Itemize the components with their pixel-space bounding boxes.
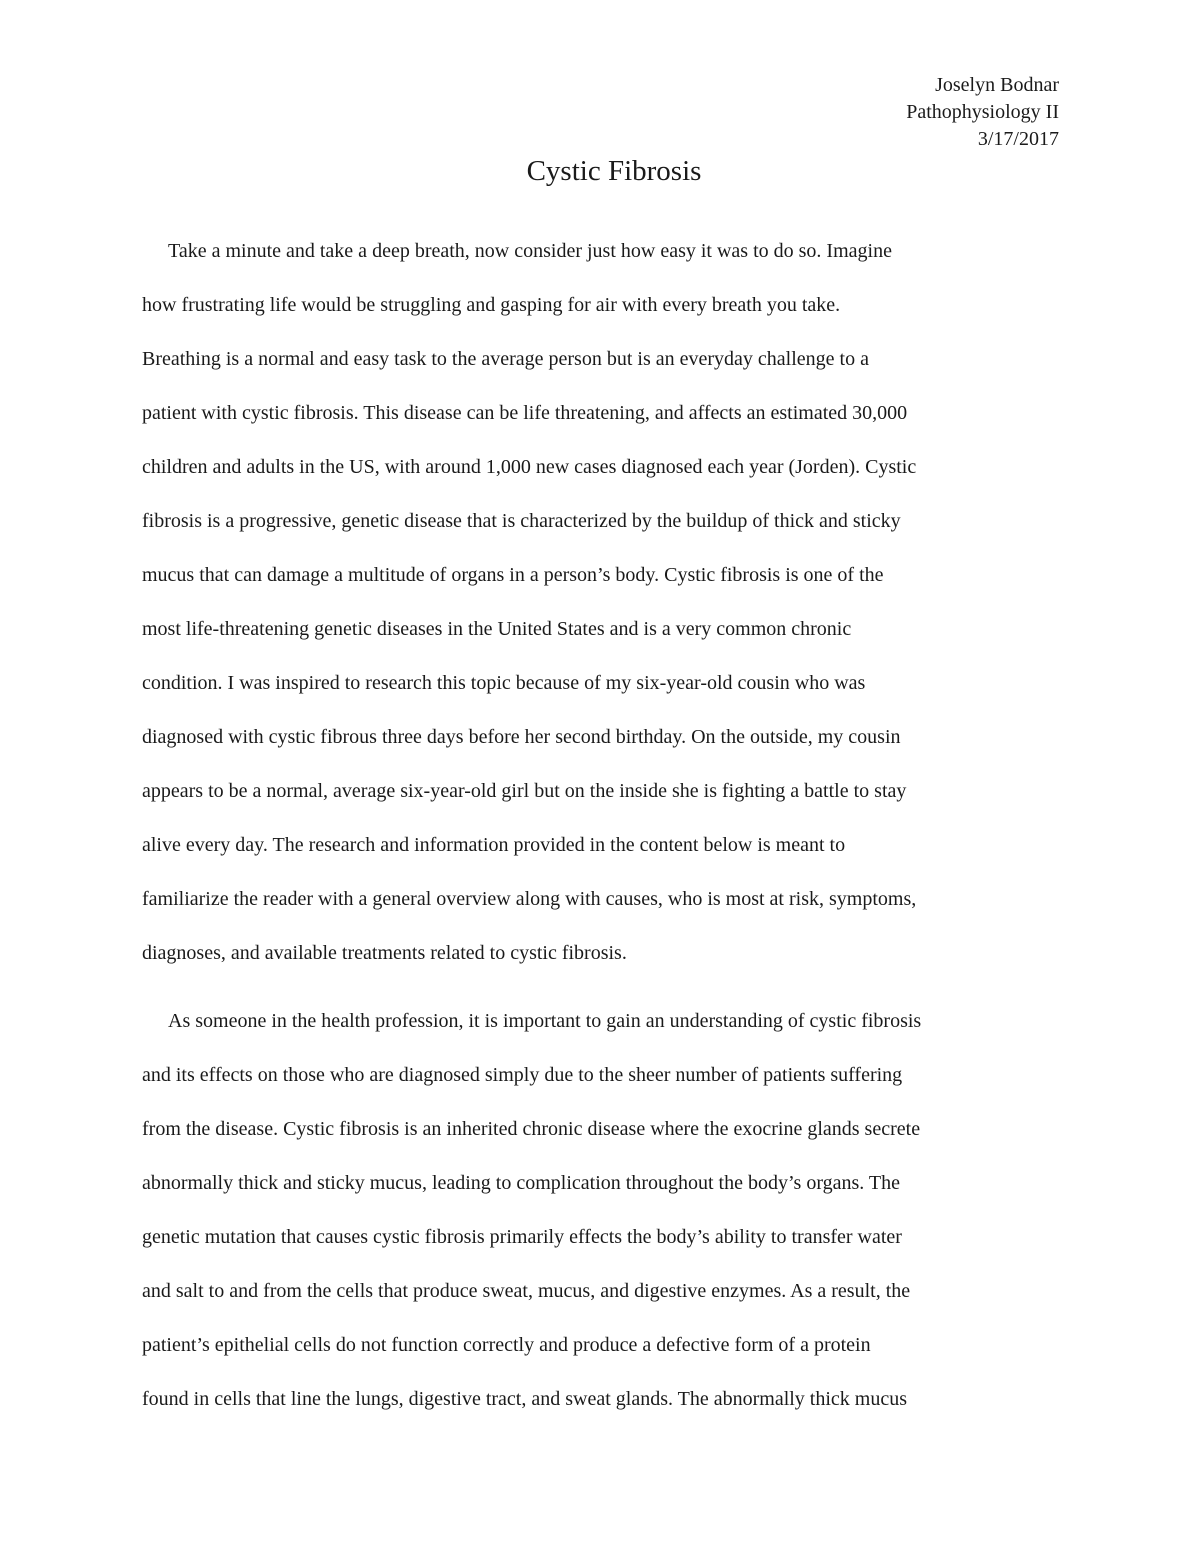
paragraph-2-line-2: and its effects on those who are diagnosed simply due to the sheer number of patients suffering <box>142 1064 903 1086</box>
paragraph-1-line-2: how frustrating life would be struggling and gasping for air with every breath you take. <box>142 294 841 316</box>
paragraph-2-line-7: patient’s epithelial cells do not function correctly and produce a defective form of a protein <box>142 1334 871 1356</box>
paragraph-2-line-4: abnormally thick and sticky mucus, leading to complication throughout the body’s organs. The <box>142 1172 901 1194</box>
paragraph-2-line-6: and salt to and from the cells that produce sweat, mucus, and digestive enzymes. As a result, the <box>142 1280 911 1302</box>
paragraph-1-line-7: mucus that can damage a multitude of organs in a person’s body. Cystic fibrosis is one of the <box>142 564 884 586</box>
paragraph-1-line-13: familiarize the reader with a general overview along with causes, who is most at risk, symptoms, <box>142 888 917 910</box>
paragraph-2-line-1: As someone in the health profession, it is important to gain an understanding of cystic fibrosis <box>168 1010 922 1032</box>
author-name: Joselyn Bodnar <box>935 74 1059 96</box>
paragraph-2-line-3: from the disease. Cystic fibrosis is an inherited chronic disease where the exocrine glands secrete <box>142 1118 921 1140</box>
paragraph-2-line-5: genetic mutation that causes cystic fibrosis primarily effects the body’s ability to transfer water <box>142 1226 902 1248</box>
paragraph-1-line-9: condition. I was inspired to research this topic because of my six-year-old cousin who was <box>142 672 866 694</box>
paragraph-1-line-8: most life-threatening genetic diseases in the United States and is a very common chronic <box>142 618 852 640</box>
paragraph-1-line-14: diagnoses, and available treatments related to cystic fibrosis. <box>142 942 627 964</box>
document-date: 3/17/2017 <box>977 128 1059 150</box>
paragraph-1-line-1: Take a minute and take a deep breath, now consider just how easy it was to do so. Imagine <box>168 240 892 262</box>
document-title: Cystic Fibrosis <box>526 155 702 187</box>
paragraph-1-line-3: Breathing is a normal and easy task to the average person but is an everyday challenge to a <box>142 348 869 370</box>
header-block <box>906 72 1059 153</box>
paragraph-1-line-11: appears to be a normal, average six-year-old girl but on the inside she is fighting a battle to stay <box>142 780 907 802</box>
paragraph-1-line-6: fibrosis is a progressive, genetic disease that is characterized by the buildup of thick and sticky <box>142 510 901 532</box>
paragraph-2-line-8: found in cells that line the lungs, digestive tract, and sweat glands. The abnormally thick mucus <box>142 1388 908 1410</box>
course-name: Pathophysiology II <box>906 101 1059 123</box>
paragraph-1-line-10: diagnosed with cystic fibrous three days before her second birthday. On the outside, my cousin <box>142 726 901 748</box>
paragraph-1-line-4: patient with cystic fibrosis. This disease can be life threatening, and affects an estimated 30,000 <box>142 402 908 424</box>
paragraph-1-line-5: children and adults in the US, with around 1,000 new cases diagnosed each year (Jorden). Cystic <box>142 456 917 478</box>
paragraph-1-line-12: alive every day. The research and information provided in the content below is meant to <box>142 834 846 856</box>
